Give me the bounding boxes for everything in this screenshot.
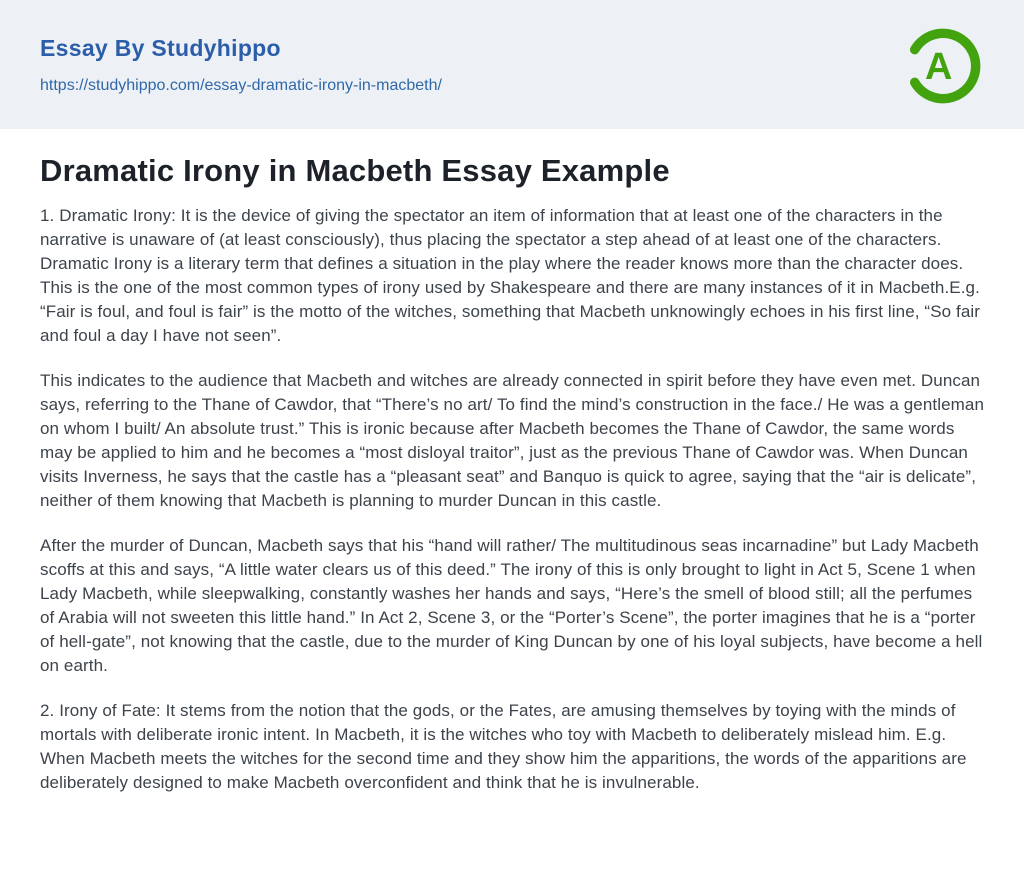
article-title: Dramatic Irony in Macbeth Essay Example	[40, 153, 670, 188]
header-text-block	[40, 35, 442, 95]
essay-body	[40, 204, 984, 795]
site-label: Essay By Studyhippo	[40, 34, 281, 61]
page-header	[0, 0, 1024, 129]
essay-paragraph-2: This indicates to the audience that Macbeth and witches are already connected in spirit before they have even met. Duncan says, referring to the Thane of Cawdor, that “There’s no art/ To find the mind’s construction in the face./ He was a gentleman on whom I built/ An absolute trust.” This is ironic because after Macbeth becomes the Thane of Cawdor, the same words may be applied to him and he becomes a “most disloyal traitor”, just as the previous Thane of Cawdor was. When Duncan visits Inverness, he says that the castle has a “pleasant seat” and Banquo is quick to agree, saying that the “air is delicate”, neither of them knowing that Macbeth is planning to murder Duncan in this castle.	[40, 371, 985, 511]
essay-paragraph-4: 2. Irony of Fate: It stems from the notion that the gods, or the Fates, are amusing themselves by toying with the minds of mortals with deliberate ironic intent. In Macbeth, it is the witches who toy with Macbeth to deliberately mislead him. E.g. When Macbeth meets the witches for the second time and they show him the apparitions, the words of the apparitions are deliberately designed to make Macbeth overconfident and think that he is invulnerable.	[40, 701, 967, 793]
studyhippo-logo-icon	[900, 23, 986, 109]
essay-paragraph-3: After the murder of Duncan, Macbeth says that his “hand will rather/ The multitudinous seas incarnadine” but Lady Macbeth scoffs at this and says, “A little water clears us of this deed.” The irony of this is only brought to light in Act 5, Scene 1 when Lady Macbeth, while sleepwalking, constantly washes her hands and says, “Here’s the smell of blood still; all the perfumes of Arabia will not sweeten this little hand.” In Act 2, Scene 3, or the “Porter’s Scene”, the porter imagines that he is a “porter of hell-gate”, not knowing that the castle, due to the murder of King Duncan by one of his loyal subjects, have become a hell on earth.	[40, 536, 983, 676]
article-content	[0, 152, 1024, 856]
essay-paragraph-1: 1. Dramatic Irony: It is the device of giving the spectator an item of information that at least one of the characters in the narrative is unaware of (at least consciously), thus placing the spectator a step ahead of at least one of the characters. Dramatic Irony is a literary term that defines a situation in the play where the reader knows more than the character does. This is the one of the most common types of irony used by Shakespeare and there are many instances of it in Macbeth.E.g. “Fair is foul, and foul is fair” is the motto of the witches, something that Macbeth unknowingly echoes in his first line, “So fair and foul a day I have not seen”.	[40, 206, 981, 346]
source-url-link[interactable]: https://studyhippo.com/essay-dramatic-irony-in-macbeth/	[40, 76, 442, 94]
logo-letter: A	[925, 45, 953, 88]
